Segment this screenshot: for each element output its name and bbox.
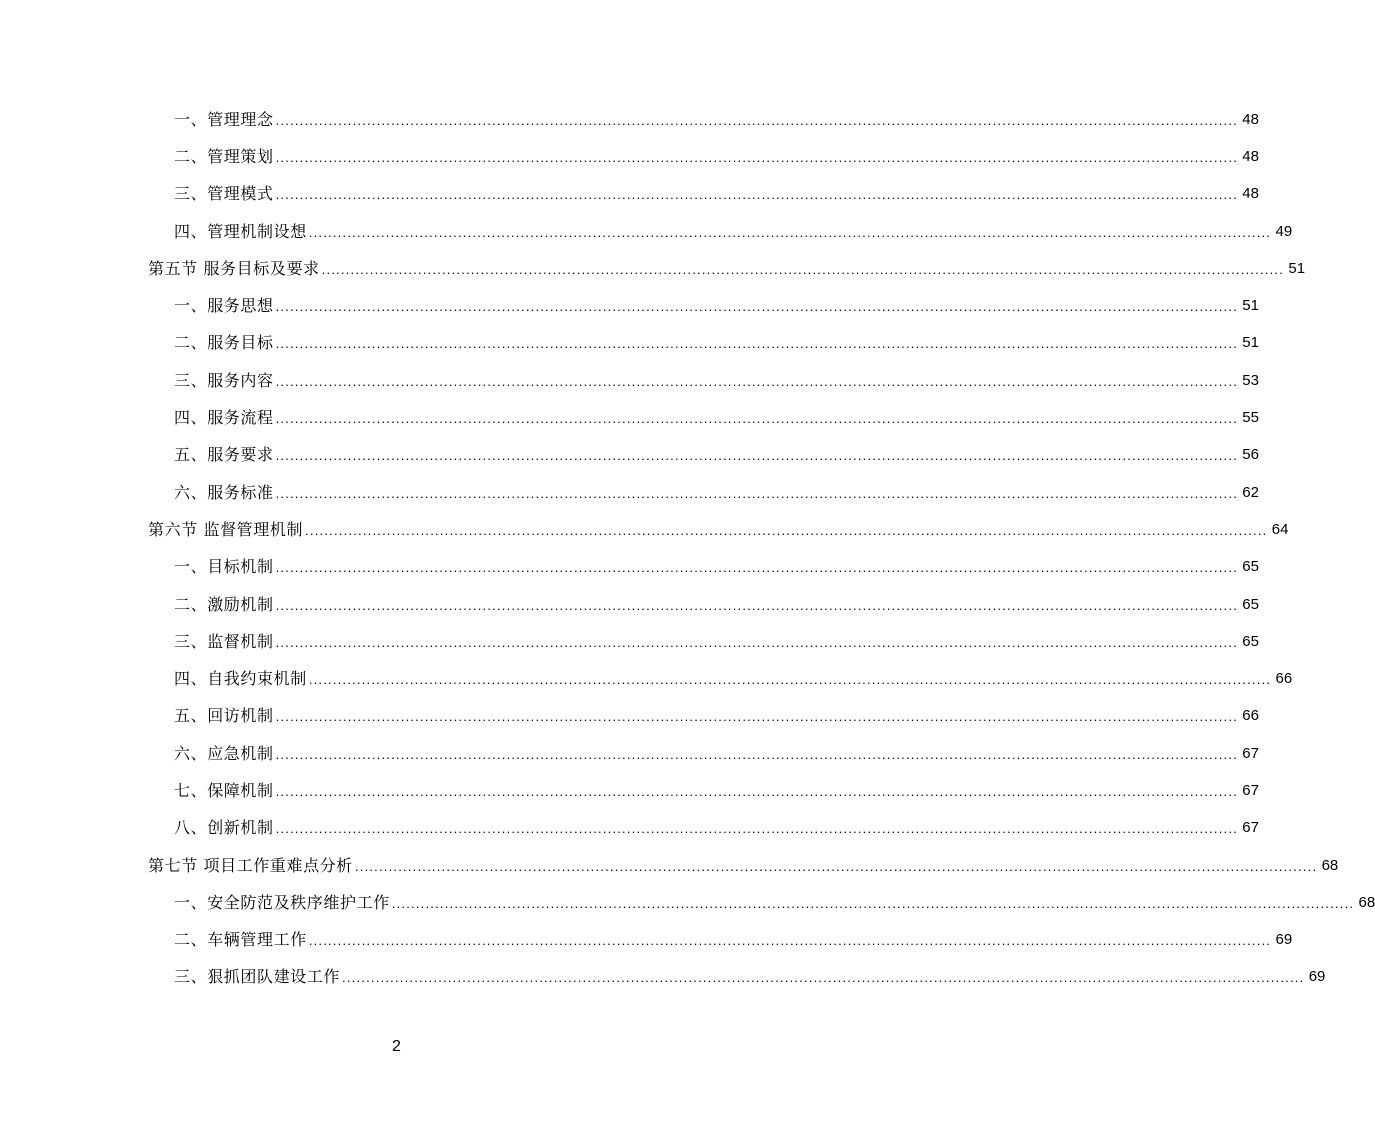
toc-entry-page: 49 (1275, 222, 1293, 240)
toc-entry[interactable] (0, 176, 1259, 213)
toc-entry-page: 68 (1358, 893, 1375, 911)
toc-entry[interactable] (0, 772, 1259, 809)
toc-entry-page: 67 (1242, 744, 1259, 762)
toc-entry[interactable] (0, 922, 1293, 959)
toc-leader-dots: ........................................................................................................................................................................................................ (391, 895, 1355, 911)
toc-entry-title: 七、保障机制 (174, 780, 274, 800)
toc-entry-page: 65 (1242, 632, 1259, 650)
toc-leader-dots: ........................................................................................................................................................................................................ (275, 560, 1238, 576)
toc-entry-title: 四、服务流程 (174, 408, 274, 428)
toc-entry-page: 67 (1242, 819, 1259, 837)
toc-entry[interactable] (0, 884, 1375, 921)
page-number: 2 (392, 1038, 401, 1055)
toc-entry[interactable] (0, 586, 1259, 623)
toc-entry-title: 四、管理机制设想 (174, 221, 307, 241)
toc-entry-page: 65 (1242, 558, 1259, 576)
toc-leader-dots: ........................................................................................................................................................................................................ (275, 336, 1238, 352)
toc-section-title: 第六节 监督管理机制 (148, 519, 304, 539)
toc-entry[interactable] (0, 362, 1259, 399)
toc-entry[interactable] (0, 474, 1259, 511)
toc-entry-page: 51 (1288, 259, 1306, 277)
toc-section-entry[interactable] (0, 511, 1289, 548)
toc-entry-title: 一、服务思想 (174, 296, 274, 316)
toc-leader-dots: ........................................................................................................................................................................................................ (275, 149, 1238, 165)
toc-entry-title: 二、服务目标 (174, 333, 274, 353)
toc-leader-dots: ........................................................................................................................................................................................................ (275, 112, 1238, 128)
toc-leader-dots: ........................................................................................................................................................................................................ (275, 597, 1238, 613)
toc-leader-dots: ........................................................................................................................................................................................................ (308, 672, 1272, 688)
table-of-contents (0, 101, 1375, 996)
toc-entry-title: 一、安全防范及秩序维护工作 (174, 892, 390, 912)
toc-entry-title: 二、管理策划 (174, 146, 274, 166)
toc-leader-dots: ........................................................................................................................................................................................................ (275, 709, 1238, 725)
toc-leader-dots: ........................................................................................................................................................................................................ (308, 933, 1272, 949)
toc-entry[interactable] (0, 698, 1259, 735)
toc-entry[interactable] (0, 213, 1293, 250)
toc-entry-title: 三、监督机制 (174, 631, 274, 651)
toc-leader-dots: ........................................................................................................................................................................................................ (321, 261, 1285, 277)
toc-entry-page: 56 (1242, 446, 1259, 464)
toc-entry[interactable] (0, 101, 1259, 138)
toc-leader-dots: ........................................................................................................................................................................................................ (275, 634, 1238, 650)
toc-entry-title: 一、管理理念 (174, 109, 274, 129)
toc-entry-title: 四、自我约束机制 (174, 669, 307, 689)
toc-entry-page: 48 (1242, 147, 1259, 165)
toc-entry[interactable] (0, 549, 1259, 586)
toc-entry-page: 48 (1242, 185, 1259, 203)
toc-entry-page: 67 (1242, 781, 1259, 799)
toc-entry[interactable] (0, 325, 1259, 362)
toc-entry-page: 66 (1275, 670, 1293, 688)
toc-entry-page: 68 (1321, 856, 1339, 874)
toc-section-title: 第五节 服务目标及要求 (148, 258, 320, 278)
toc-leader-dots: ........................................................................................................................................................................................................ (354, 858, 1318, 874)
toc-entry-page: 66 (1242, 707, 1259, 725)
toc-leader-dots: ........................................................................................................................................................................................................ (342, 970, 1305, 986)
toc-entry-title: 三、服务内容 (174, 370, 274, 390)
toc-entry-page: 51 (1242, 334, 1259, 352)
toc-entry[interactable] (0, 660, 1293, 697)
toc-entry-page: 69 (1275, 931, 1293, 949)
toc-leader-dots: ........................................................................................................................................................................................................ (275, 299, 1238, 315)
toc-entry-title: 一、目标机制 (174, 557, 274, 577)
toc-entry-page: 69 (1308, 968, 1326, 986)
toc-entry-title: 五、回访机制 (174, 706, 274, 726)
toc-leader-dots: ........................................................................................................................................................................................................ (275, 783, 1238, 799)
toc-entry[interactable] (0, 399, 1259, 436)
toc-entry-title: 三、管理模式 (174, 184, 274, 204)
toc-entry-title: 六、应急机制 (174, 743, 274, 763)
toc-section-entry[interactable] (0, 250, 1306, 287)
toc-leader-dots: ........................................................................................................................................................................................................ (305, 522, 1268, 538)
toc-leader-dots: ........................................................................................................................................................................................................ (308, 224, 1272, 240)
toc-entry-page: 65 (1242, 595, 1259, 613)
toc-entry-title: 八、创新机制 (174, 818, 274, 838)
toc-section-title: 第七节 项目工作重难点分析 (148, 855, 353, 875)
toc-entry-title: 五、服务要求 (174, 445, 274, 465)
toc-leader-dots: ........................................................................................................................................................................................................ (275, 448, 1238, 464)
toc-leader-dots: ........................................................................................................................................................................................................ (275, 485, 1238, 501)
toc-entry[interactable] (0, 437, 1259, 474)
toc-entry[interactable] (0, 287, 1259, 324)
toc-leader-dots: ........................................................................................................................................................................................................ (275, 411, 1238, 427)
toc-leader-dots: ........................................................................................................................................................................................................ (275, 746, 1238, 762)
toc-leader-dots: ........................................................................................................................................................................................................ (275, 373, 1238, 389)
toc-entry[interactable] (0, 623, 1259, 660)
toc-entry-title: 二、激励机制 (174, 594, 274, 614)
toc-entry-page: 64 (1271, 520, 1289, 538)
toc-entry-page: 62 (1242, 483, 1259, 501)
toc-entry-title: 二、车辆管理工作 (174, 930, 307, 950)
toc-section-entry[interactable] (0, 847, 1339, 884)
toc-entry[interactable] (0, 959, 1326, 996)
toc-entry[interactable] (0, 735, 1259, 772)
toc-entry-title: 六、服务标准 (174, 482, 274, 502)
toc-entry-title: 三、狠抓团队建设工作 (174, 967, 341, 987)
toc-entry[interactable] (0, 810, 1259, 847)
toc-leader-dots: ........................................................................................................................................................................................................ (275, 821, 1238, 837)
toc-entry-page: 55 (1242, 409, 1259, 427)
toc-entry-page: 51 (1242, 297, 1259, 315)
toc-entry[interactable] (0, 138, 1259, 175)
toc-entry-page: 48 (1242, 110, 1259, 128)
toc-leader-dots: ........................................................................................................................................................................................................ (275, 187, 1238, 203)
toc-entry-page: 53 (1242, 371, 1259, 389)
